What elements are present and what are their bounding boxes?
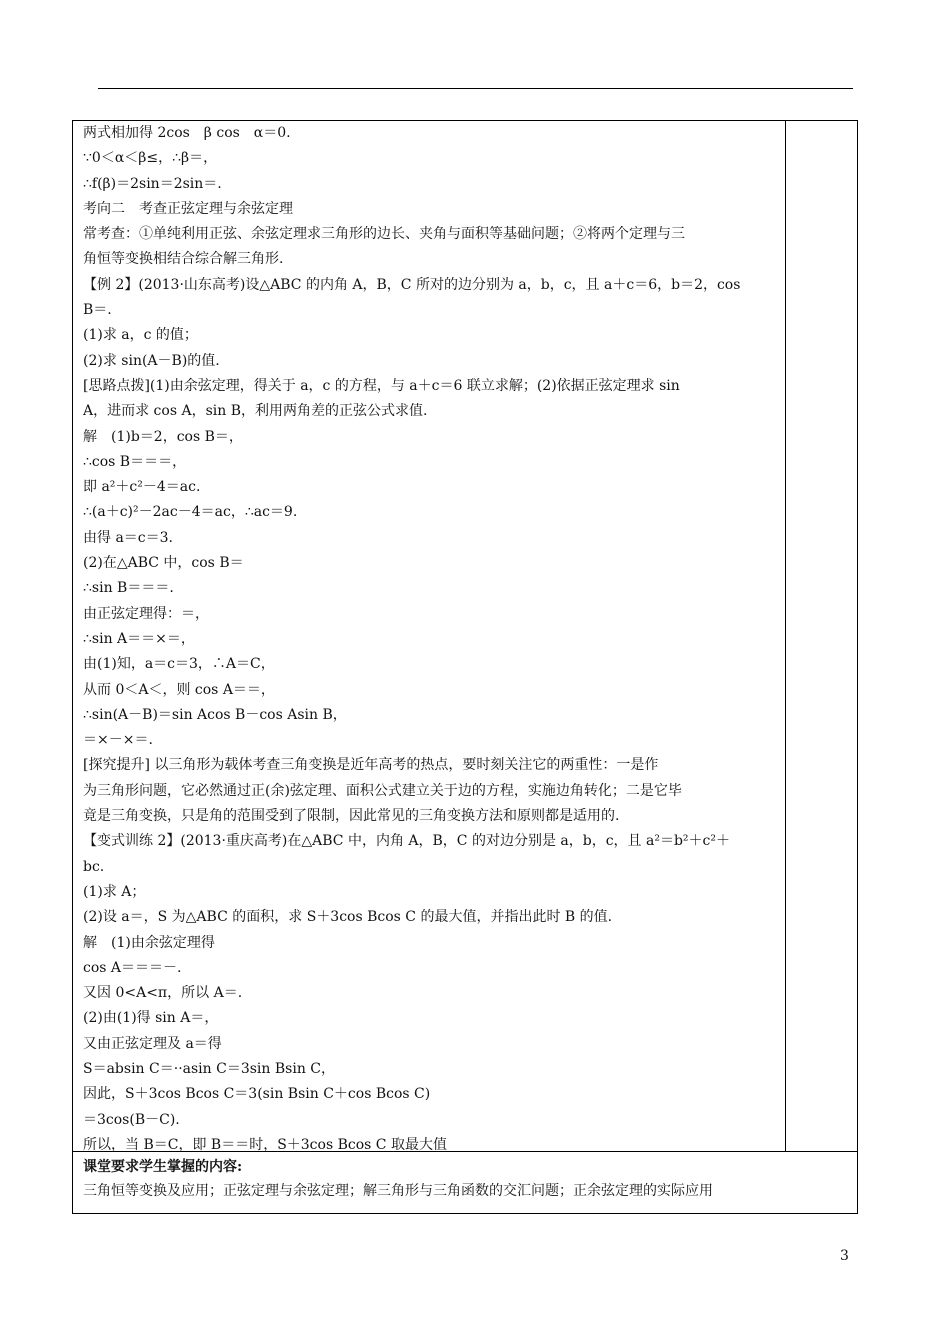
text-line: (1)求 a，c 的值； [83, 327, 198, 344]
text-line: ∵0＜α＜β≤，∴β＝， [83, 150, 218, 167]
text-line: ∴sin A＝＝×＝， [83, 630, 195, 647]
text-line: B＝. [83, 302, 112, 319]
text-line: 因此，S＋3cos Bcos C＝3(sin Bsin C＋cos Bcos C) [83, 1086, 431, 1103]
text-line: [探究提升] 以三角形为载体考查三角变换是近年高考的热点，要时刻关注它的两重性：一是作 [83, 757, 659, 774]
text-line: 从而 0＜A＜，则 cos A＝＝， [83, 681, 275, 698]
text-line: 由得 a＝c＝3. [83, 529, 173, 546]
text-line: bc. [83, 858, 105, 875]
text-line: ∴(a＋c)²－2ac－4＝ac，∴ac＝9. [83, 504, 298, 521]
text-line: [思路点拨](1)由余弦定理，得关于 a，c 的方程，与 a＋c＝6 联立求解；(2)依据正弦定理求 sin [83, 377, 680, 394]
text-line: ∴sin(A－B)＝sin Acos B－cos Asin B， [83, 706, 347, 723]
text-line: 即 a²＋c²－4＝ac. [83, 479, 201, 496]
section-heading: 考向二 考查正弦定理与余弦定理 [83, 200, 293, 217]
exercise-heading: 【变式训练 2】(2013·重庆高考)在△ABC 中，内角 A，B，C 的对边分别是 a，b，c，且 a²＝b²＋c²＋ [83, 833, 730, 850]
text-line: 解 (1)由余弦定理得 [83, 934, 215, 951]
page-number: 3 [840, 1248, 849, 1264]
text-line: cos A＝＝＝－. [83, 959, 182, 976]
text-line: 解 (1)b＝2，cos B＝， [83, 428, 243, 445]
lesson-table [72, 120, 858, 1214]
text-line: (1)求 A； [83, 883, 146, 900]
text-line: 常考查：①单纯利用正弦、余弦定理求三角形的边长、夹角与面积等基础问题；②将两个定理与三 [83, 226, 685, 243]
text-line: 所以，当 B＝C，即 B＝＝时，S＋3cos Bcos C 取最大值 [83, 1136, 447, 1153]
text-line: (2)在△ABC 中，cos B＝ [83, 555, 244, 572]
text-line: ∴cos B＝＝＝， [83, 453, 187, 470]
header-rule [98, 88, 853, 89]
example-heading: 【例 2】(2013·山东高考)设△ABC 的内角 A，B，C 所对的边分别为 a，b，c，且 a＋c＝6，b＝2，cos [83, 276, 741, 293]
text-line: 由(1)知，a＝c＝3，∴A＝C， [83, 656, 275, 673]
text-line: ∴f(β)＝2sin＝2sin＝. [83, 175, 222, 192]
text-line: 为三角形问题，它必然通过正(余)弦定理、面积公式建立关于边的方程，实施边角转化；二是它毕 [83, 782, 682, 799]
text-line: 又由正弦定理及 a＝得 [83, 1035, 222, 1052]
requirements-heading: 课堂要求学生掌握的内容: [83, 1159, 243, 1175]
text-line: 又因 0<A<π，所以 A＝. [83, 985, 243, 1002]
column-divider [785, 121, 786, 1151]
requirements-text: 三角恒等变换及应用；正弦定理与余弦定理；解三角形与三角函数的交汇问题；正余弦定理的实际应用 [83, 1183, 713, 1199]
text-line: 两式相加得 2cos β cos α＝0. [83, 125, 291, 141]
text-line: S＝absin C＝··asin C＝3sin Bsin C， [83, 1060, 335, 1077]
text-line: ∴sin B＝＝＝. [83, 580, 174, 597]
text-line: A，进而求 cos A，sin B，利用两角差的正弦公式求值. [83, 403, 428, 420]
text-line: ＝3cos(B－C). [83, 1111, 180, 1128]
text-line: 角恒等变换相结合综合解三角形. [83, 251, 284, 268]
text-line: (2)由(1)得 sin A＝， [83, 1010, 219, 1027]
text-line: (2)设 a＝，S 为△ABC 的面积，求 S＋3cos Bcos C 的最大值，并指出此时 B 的值. [83, 909, 613, 926]
solution-content [83, 121, 779, 1158]
text-line: ＝×－×＝. [83, 732, 153, 749]
text-line: 竟是三角变换，只是角的范围受到了限制，因此常见的三角变换方法和原则都是适用的. [83, 808, 620, 825]
text-line: (2)求 sin(A－B)的值. [83, 352, 220, 369]
text-line: 由正弦定理得：＝， [83, 605, 209, 622]
requirements-cell [83, 1155, 849, 1203]
